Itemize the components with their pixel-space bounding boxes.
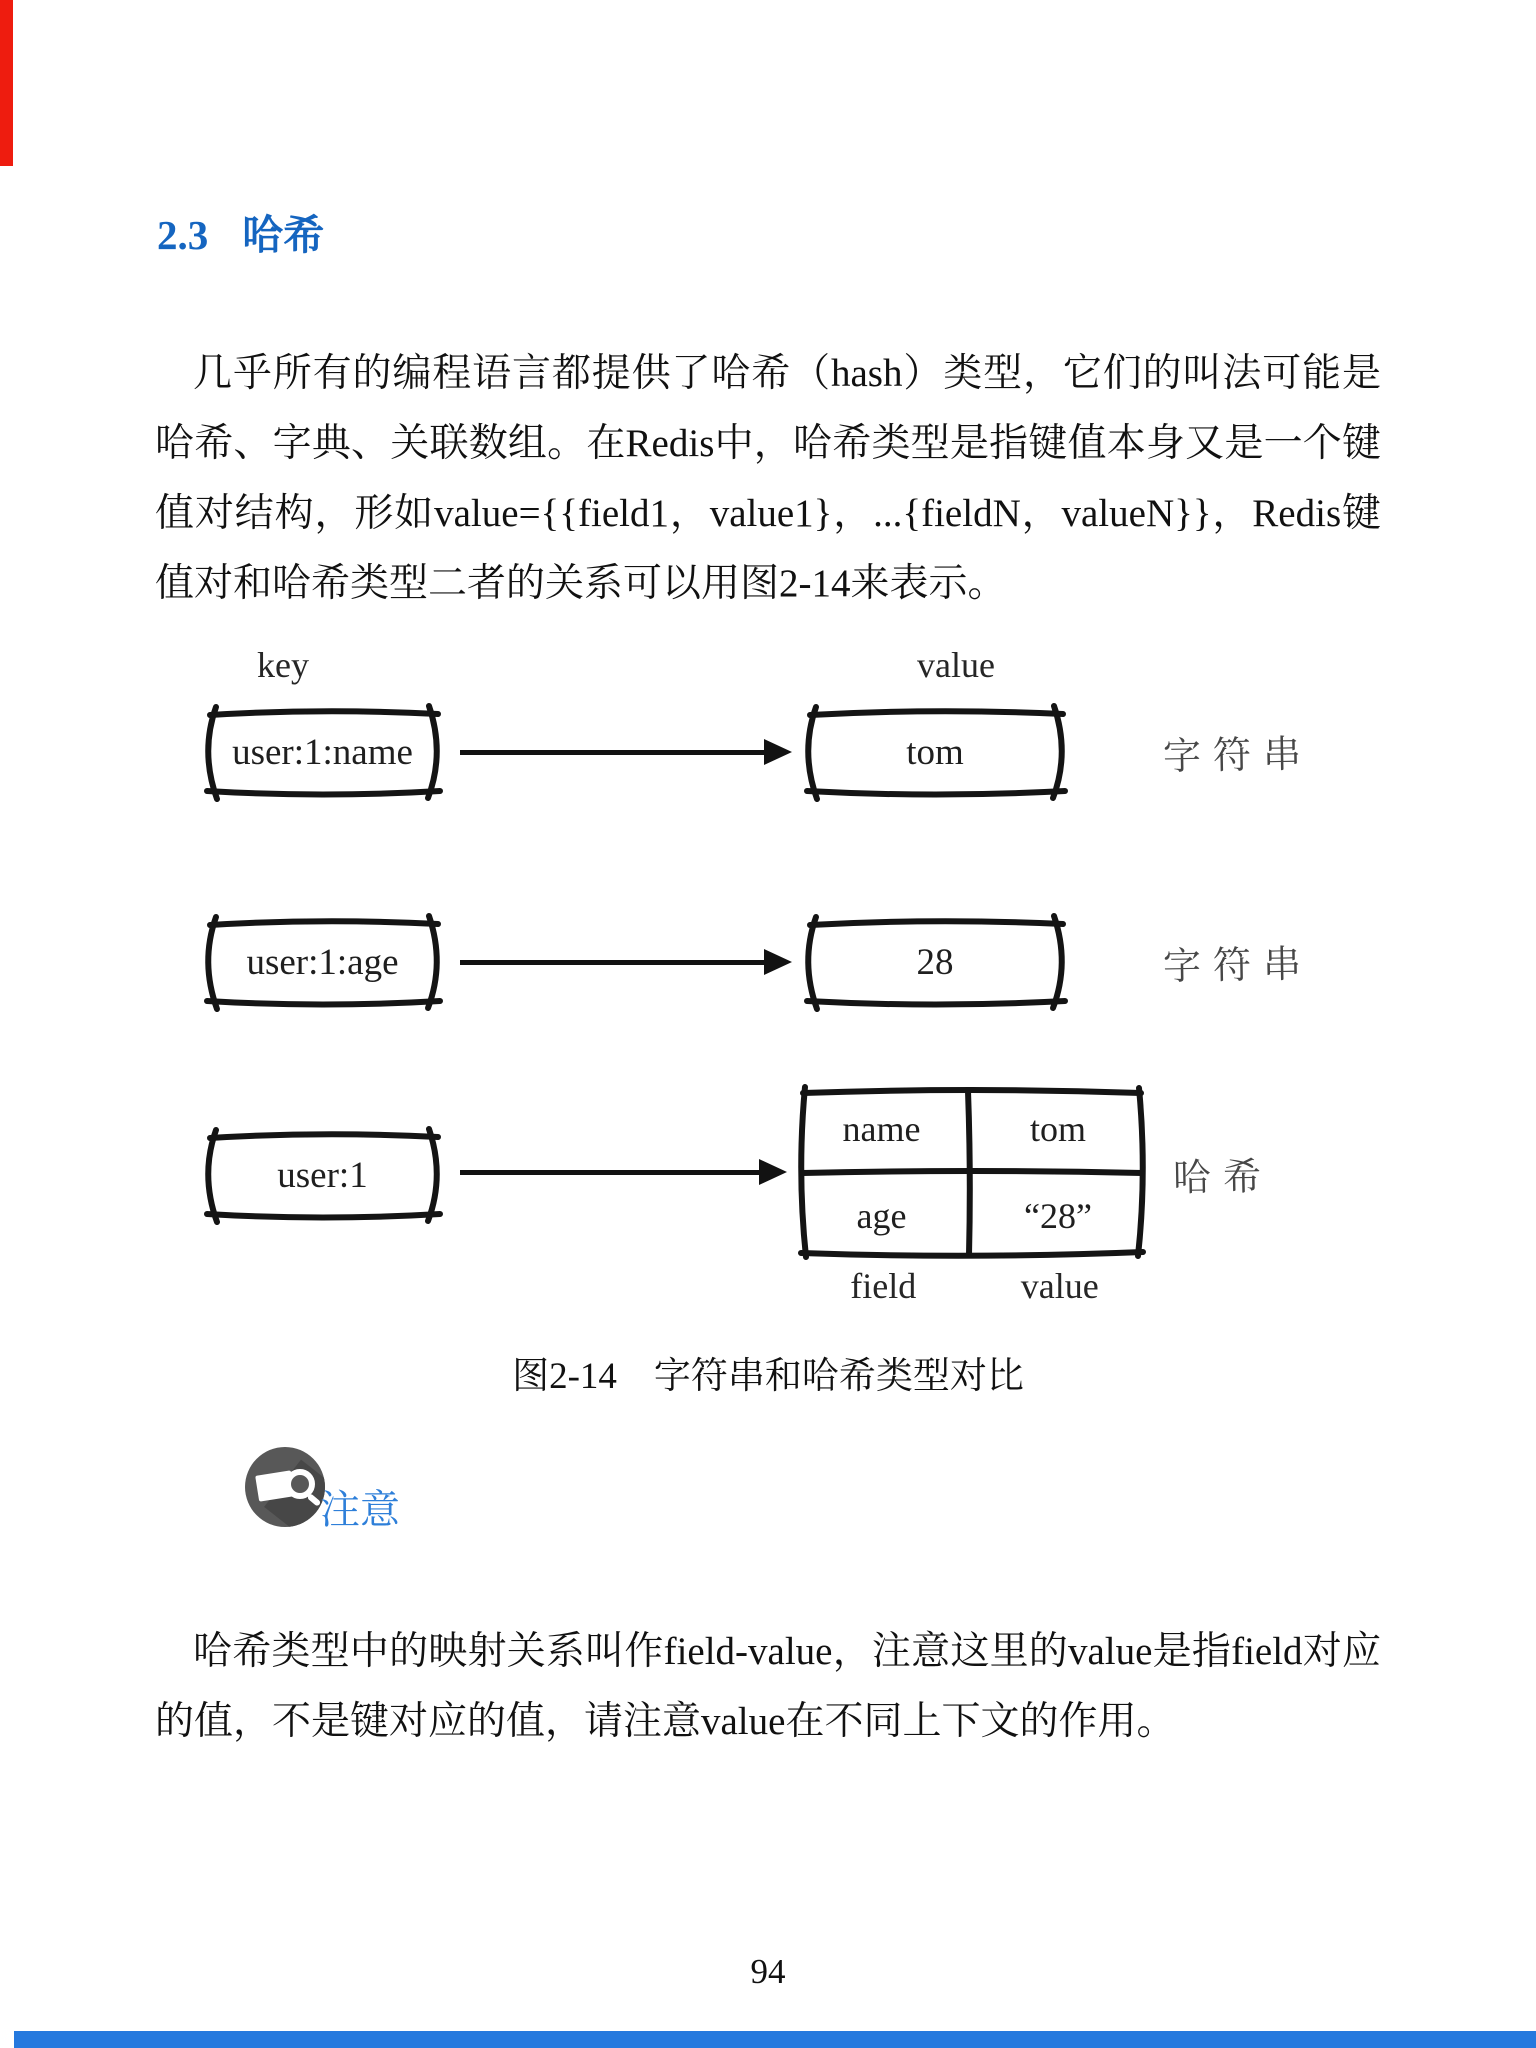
key-box-user-1-name <box>200 705 445 800</box>
figure-2-14 <box>155 640 1381 1312</box>
note-paragraph: 哈希类型中的映射关系叫作field-value，注意这里的value是指field对应的值，不是键对应的值，请注意value在不同上下文的作用。 <box>155 1630 1381 1743</box>
value-box-tom <box>800 705 1070 800</box>
arrow-row2 <box>460 960 765 965</box>
key-box-text: user:1:name <box>232 732 413 773</box>
value-box-text: tom <box>906 732 964 773</box>
figure-caption: 图2-14 字符串和哈希类型对比 <box>512 1356 1024 1397</box>
hash-cell-field-age: age <box>856 1196 907 1236</box>
key-box-text: user:1 <box>277 1155 368 1196</box>
section-number: 2.3 <box>157 212 209 259</box>
type-label-string-2: 字符串 <box>1162 943 1314 989</box>
key-box-user-1-age <box>200 915 445 1010</box>
figure-value-header: value <box>917 645 995 685</box>
intro-paragraph: 几乎所有的编程语言都提供了哈希（hash）类型，它们的叫法可能是哈希、字典、关联数组。在Redis中，哈希类型是指键值本身又是一个键值对结构，形如value={{field1，value1}，...{fieldN，valueN}}，Redis键值对和哈希类型二者的关系可以用图2-14来表示。 <box>155 352 1381 605</box>
hash-table-footers <box>795 1265 1148 1307</box>
note-label: 注意 <box>320 1487 400 1532</box>
value-box-text: 28 <box>916 942 954 983</box>
hash-table <box>795 1085 1148 1260</box>
type-label-hash: 哈希 <box>1172 1156 1274 1200</box>
section-title: 哈希 <box>242 212 325 259</box>
key-box-text: user:1:age <box>246 942 399 983</box>
arrow-row1 <box>460 750 765 755</box>
bottom-blue-bar <box>14 2031 1536 2048</box>
hash-cell-value-28: “28” <box>1024 1196 1092 1236</box>
type-label-string-1: 字符串 <box>1162 733 1314 779</box>
value-box-28 <box>800 915 1070 1010</box>
section-heading <box>157 212 325 259</box>
note-icon <box>245 1447 325 1527</box>
figure-key-header: key <box>257 645 309 685</box>
key-box-user-1 <box>200 1128 445 1223</box>
arrow-row3 <box>460 1170 760 1175</box>
hash-cell-value-tom: tom <box>1029 1108 1086 1149</box>
left-edge-red-bar <box>0 0 13 166</box>
hash-cell-field-name: name <box>842 1108 921 1149</box>
page-number: 94 <box>750 1952 786 1991</box>
value-footer-label: value <box>1020 1266 1099 1306</box>
field-footer-label: field <box>850 1266 917 1306</box>
